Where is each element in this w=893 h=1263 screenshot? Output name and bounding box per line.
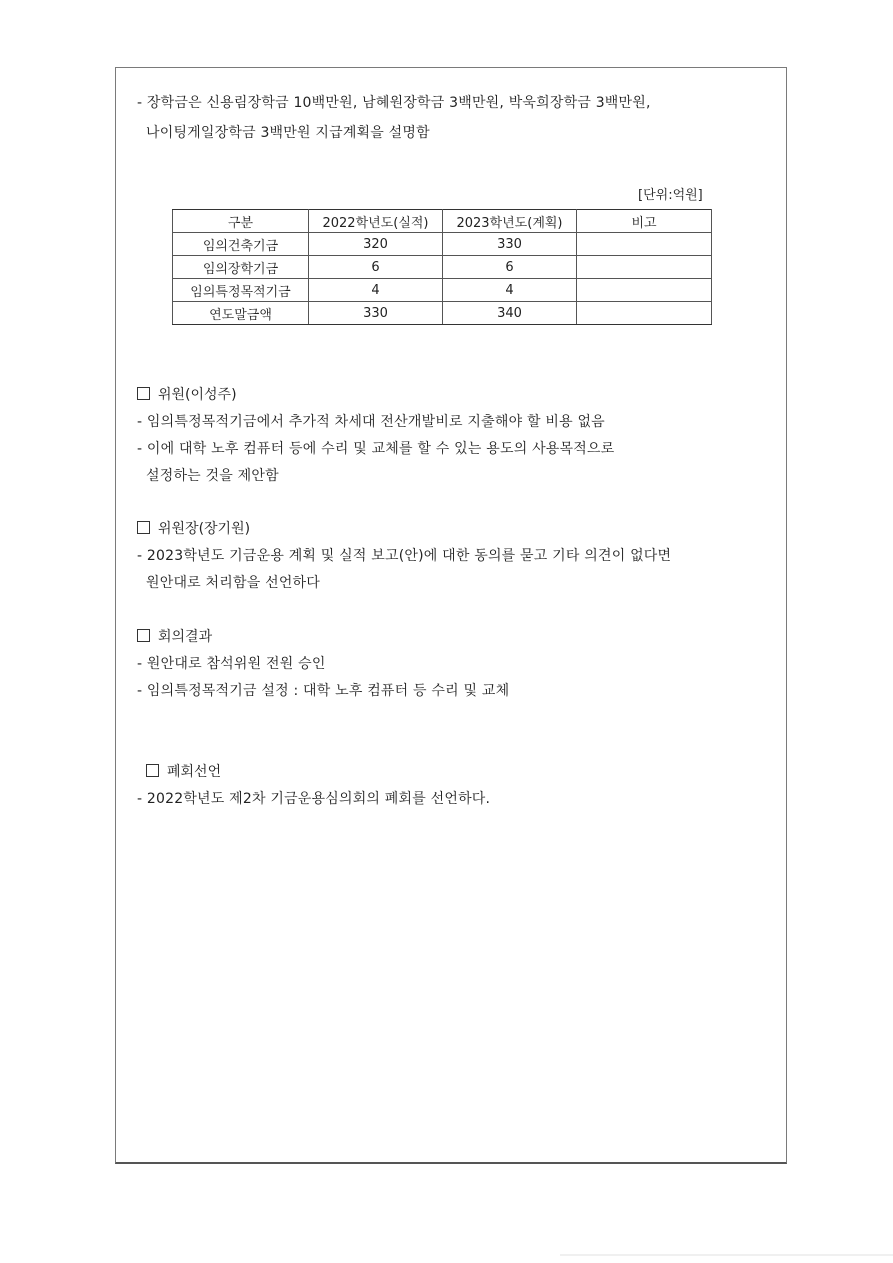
table-unit-label: [단위:억원]: [638, 188, 703, 203]
table-header-2022: 2022학년도(실적): [309, 210, 443, 233]
intro-line-1: - 장학금은 신용림장학금 10백만원, 남혜원장학금 3백만원, 박욱희장학금 3백만원,: [137, 95, 651, 111]
table-cell: 임의건축기금: [173, 233, 309, 256]
table-row: [173, 233, 712, 256]
section-heading-closing: [146, 763, 221, 781]
member-line-1: - 임의특정목적기금에서 추가적 차세대 전산개발비로 지출해야 할 비용 없음: [137, 414, 605, 430]
table-cell: [577, 256, 712, 279]
checkbox-square-icon: [137, 629, 150, 642]
table-row: [173, 279, 712, 302]
result-line-1: - 원안대로 참석위원 전원 승인: [137, 656, 326, 672]
section-heading-result: [137, 628, 212, 646]
table-cell: [577, 302, 712, 325]
checkbox-square-icon: [137, 387, 150, 400]
intro-line-2: 나이팅게일장학금 3백만원 지급계획을 설명함: [146, 125, 430, 141]
table-cell: 330: [443, 233, 577, 256]
fund-table: [172, 209, 712, 325]
table-header-category: 구분: [173, 210, 309, 233]
table-cell: 6: [309, 256, 443, 279]
checkbox-square-icon: [137, 521, 150, 534]
table-cell: [577, 233, 712, 256]
scan-edge: [560, 1254, 893, 1256]
member-line-3: 설정하는 것을 제안함: [146, 468, 279, 484]
table-cell: 4: [443, 279, 577, 302]
table-header-note: 비고: [577, 210, 712, 233]
table-cell: 320: [309, 233, 443, 256]
section-heading-member: [137, 386, 237, 404]
table-cell: 연도말금액: [173, 302, 309, 325]
result-line-2: - 임의특정목적기금 설정 : 대학 노후 컴퓨터 등 수리 및 교체: [137, 683, 510, 699]
section-heading-text: 폐회선언: [167, 764, 222, 780]
section-heading-text: 위원(이성주): [158, 387, 237, 403]
table-header-2023: 2023학년도(계획): [443, 210, 577, 233]
section-heading-text: 회의결과: [158, 629, 213, 645]
chair-line-1: - 2023학년도 기금운용 계획 및 실적 보고(안)에 대한 동의를 묻고 기타 의견이 없다면: [137, 548, 672, 564]
closing-line-1: - 2022학년도 제2차 기금운용심의회의 폐회를 선언하다.: [137, 791, 491, 807]
table-cell: 340: [443, 302, 577, 325]
checkbox-square-icon: [146, 764, 159, 777]
table-cell: 4: [309, 279, 443, 302]
table-header-row: [173, 210, 712, 233]
section-heading-text: 위원장(장기원): [158, 521, 251, 537]
table-cell: 330: [309, 302, 443, 325]
chair-line-2: 원안대로 처리함을 선언하다: [146, 575, 320, 591]
table-cell: 임의장학기금: [173, 256, 309, 279]
table-row: [173, 302, 712, 325]
table-cell: [577, 279, 712, 302]
table-cell: 6: [443, 256, 577, 279]
member-line-2: - 이에 대학 노후 컴퓨터 등에 수리 및 교체를 할 수 있는 용도의 사용목적으로: [137, 441, 615, 457]
table-row: [173, 256, 712, 279]
section-heading-chair: [137, 520, 250, 538]
table-cell: 임의특정목적기금: [173, 279, 309, 302]
